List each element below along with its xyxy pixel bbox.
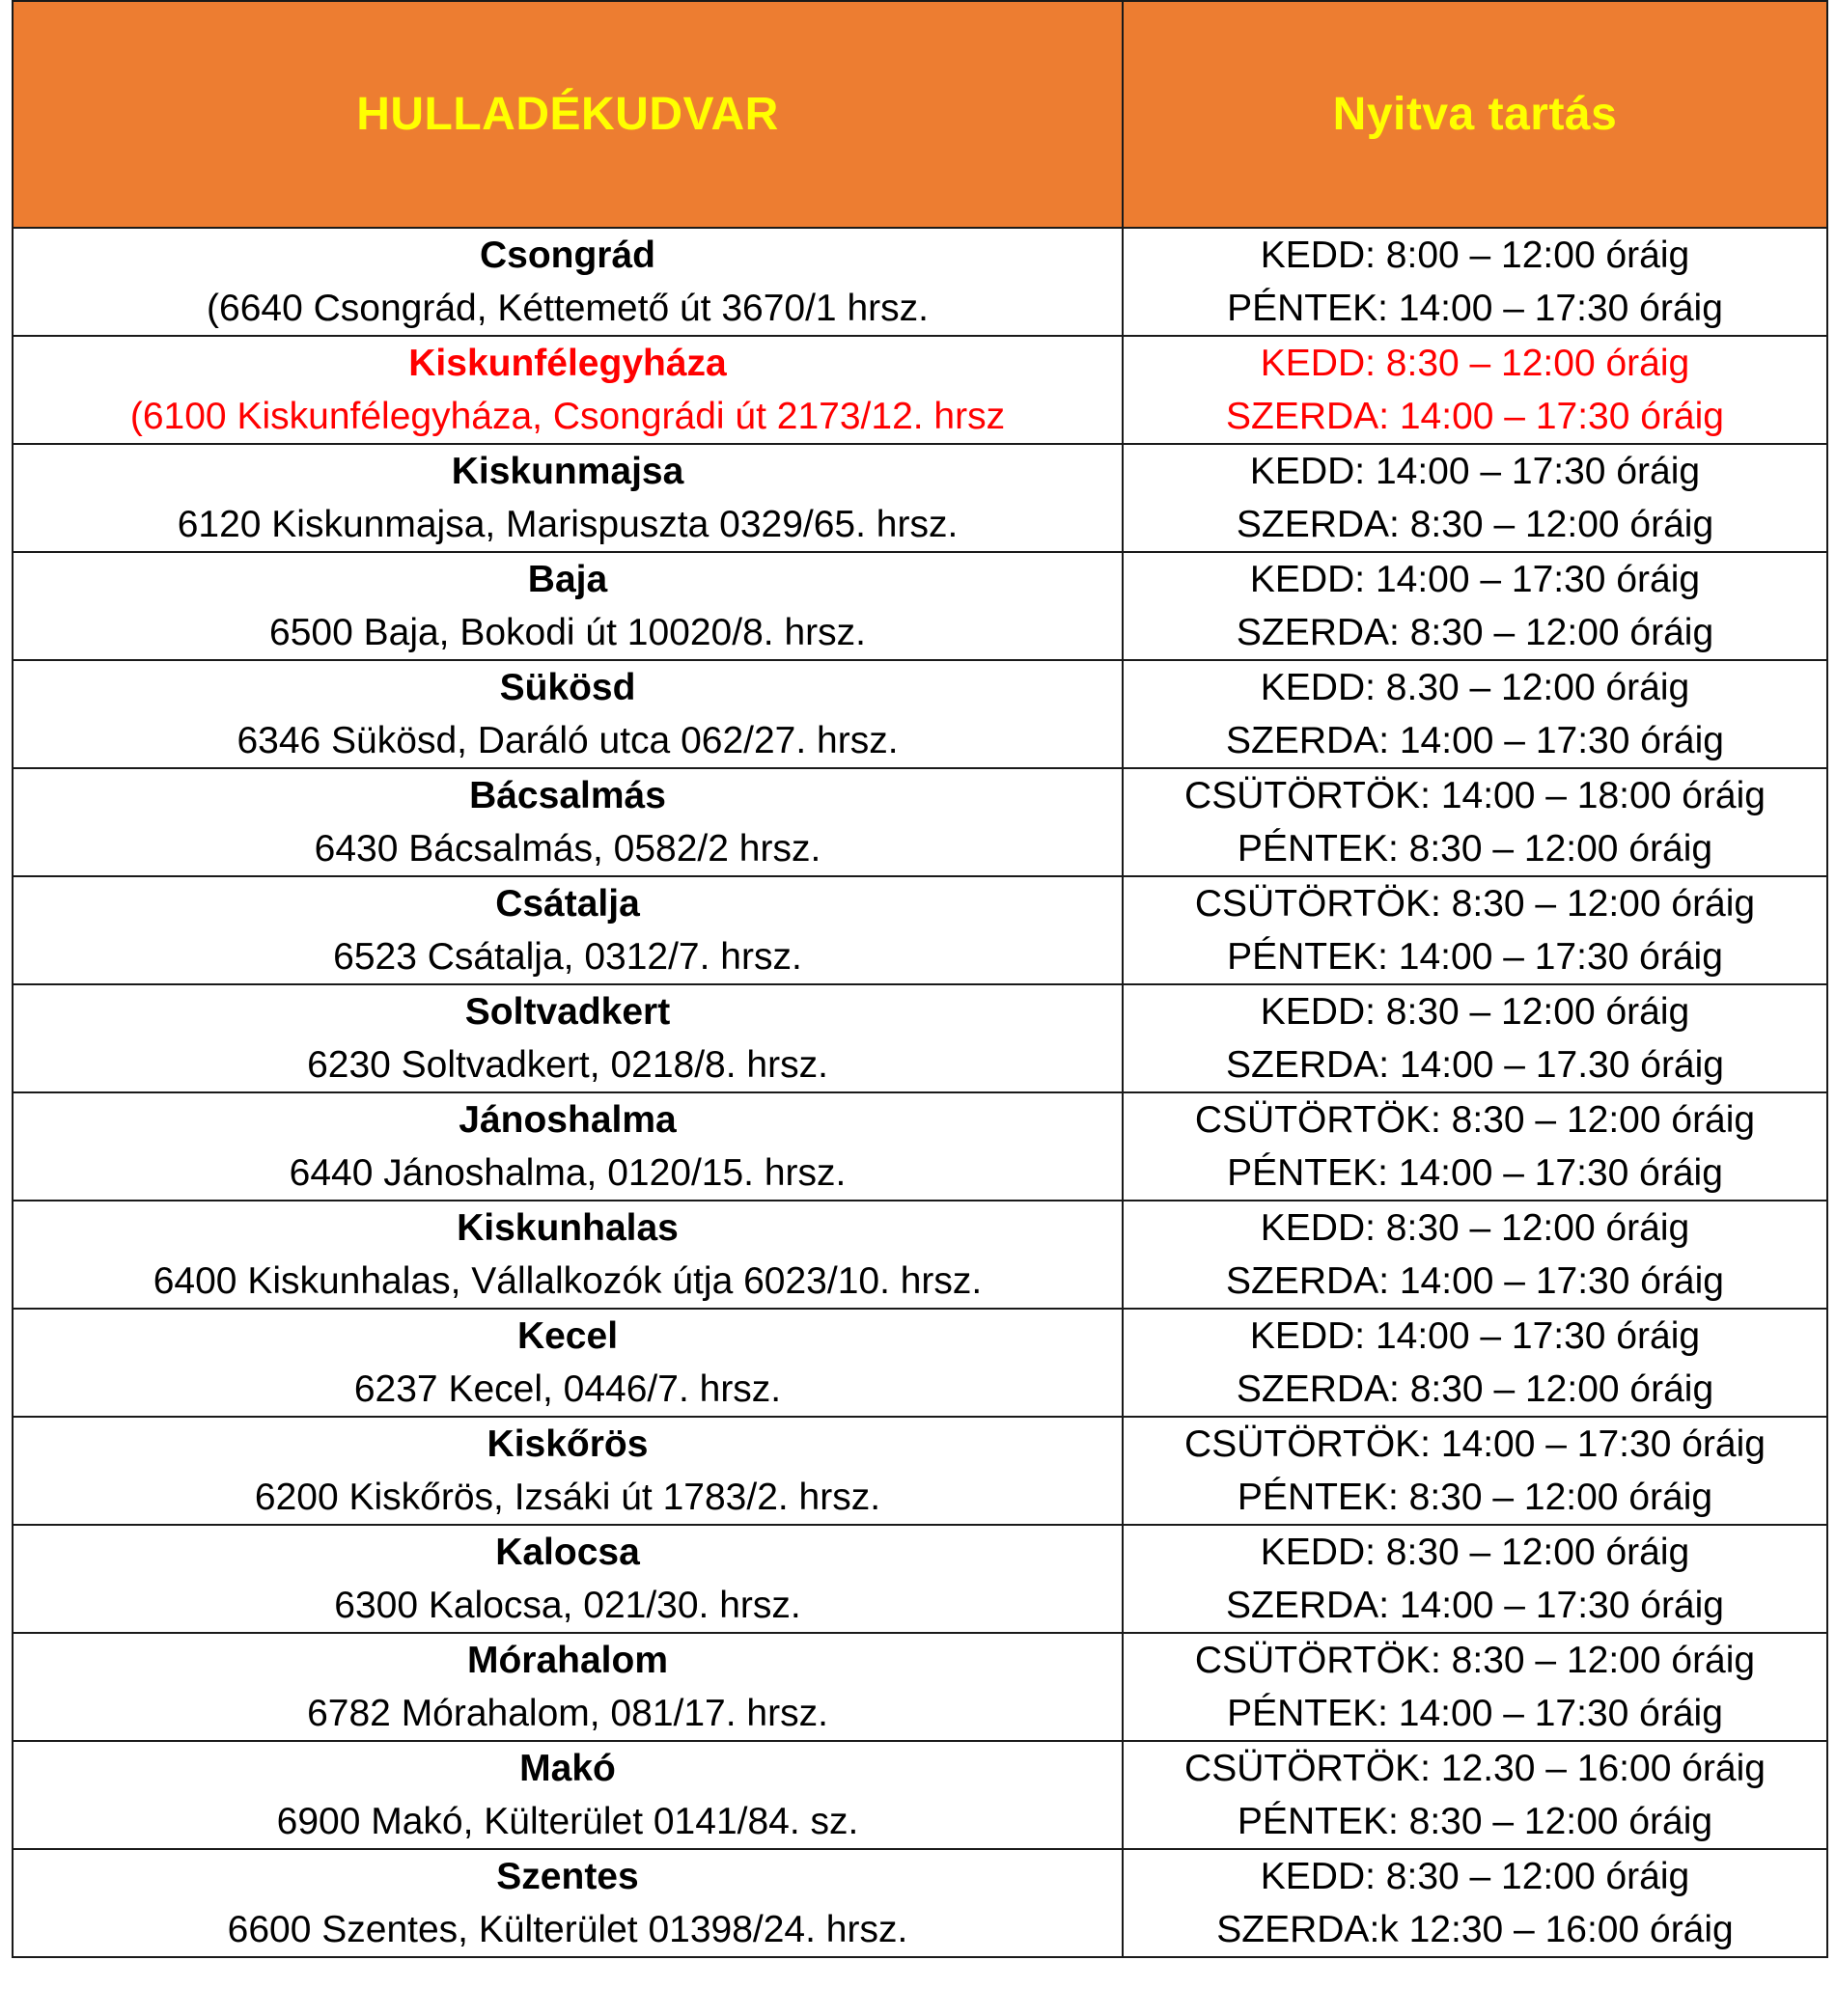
header-row: [13, 1, 1827, 228]
site-name: Baja: [527, 559, 608, 600]
hours-line-2: SZERDA: 14:00 – 17:30 óráig: [1226, 1260, 1724, 1302]
table-row: [13, 444, 1827, 552]
site-address: (6640 Csongrád, Kéttemető út 3670/1 hrsz.: [207, 288, 929, 329]
site-cell: [13, 228, 1123, 336]
table-row: [13, 228, 1827, 336]
hours-line-2: PÉNTEK: 8:30 – 12:00 óráig: [1237, 1477, 1713, 1518]
table-header: [13, 1, 1827, 228]
site-address: 6400 Kiskunhalas, Vállalkozók útja 6023/10. hrsz.: [153, 1260, 983, 1302]
site-address: 6430 Bácsalmás, 0582/2 hrsz.: [314, 828, 821, 870]
table-row: [13, 1741, 1827, 1849]
hours-cell: [1123, 984, 1827, 1092]
hours-line-1: CSÜTÖRTÖK: 8:30 – 12:00 óráig: [1194, 1099, 1756, 1141]
site-name: Kiskunmajsa: [451, 451, 684, 492]
site-name: Kecel: [516, 1315, 619, 1357]
hours-line-2: PÉNTEK: 14:00 – 17:30 óráig: [1227, 288, 1723, 329]
hours-line-1: KEDD: 8:30 – 12:00 óráig: [1260, 1207, 1690, 1249]
hours-line-1: KEDD: 8:30 – 12:00 óráig: [1260, 343, 1690, 384]
hours-line-1: KEDD: 8:30 – 12:00 óráig: [1260, 1532, 1690, 1573]
hours-line-1: KEDD: 8:30 – 12:00 óráig: [1260, 991, 1690, 1033]
site-cell: [13, 1525, 1123, 1633]
hours-cell: [1123, 1741, 1827, 1849]
site-address: 6440 Jánoshalma, 0120/15. hrsz.: [289, 1152, 847, 1194]
hours-line-2: SZERDA: 14:00 – 17:30 óráig: [1226, 720, 1724, 761]
table-row: [13, 1092, 1827, 1201]
site-cell: [13, 1309, 1123, 1417]
hours-line-2: SZERDA: 8:30 – 12:00 óráig: [1236, 504, 1714, 545]
table-row: [13, 660, 1827, 768]
hours-line-2: SZERDA: 8:30 – 12:00 óráig: [1236, 1368, 1714, 1410]
hours-line-2: SZERDA: 8:30 – 12:00 óráig: [1236, 612, 1714, 653]
site-address: 6300 Kalocsa, 021/30. hrsz.: [334, 1585, 801, 1626]
hours-cell: [1123, 1309, 1827, 1417]
column-header-hours: Nyitva tartás: [1123, 1, 1827, 228]
site-name: Kalocsa: [495, 1532, 640, 1573]
site-cell: [13, 768, 1123, 876]
hours-line-1: CSÜTÖRTÖK: 8:30 – 12:00 óráig: [1194, 883, 1756, 925]
site-name: Jánoshalma: [459, 1099, 677, 1141]
site-name: Kiskunfélegyháza: [408, 343, 727, 384]
hours-cell: [1123, 552, 1827, 660]
table-row: [13, 876, 1827, 984]
hours-cell: [1123, 768, 1827, 876]
site-address: 6523 Csátalja, 0312/7. hrsz.: [333, 936, 802, 978]
site-address: 6346 Sükösd, Daráló utca 062/27. hrsz.: [236, 720, 899, 761]
table-row: [13, 984, 1827, 1092]
site-address: 6900 Makó, Külterület 0141/84. sz.: [276, 1801, 859, 1842]
hours-cell: [1123, 1417, 1827, 1525]
site-name: Mórahalom: [466, 1640, 669, 1681]
site-name: Kiskunhalas: [457, 1207, 679, 1249]
hours-line-2: SZERDA: 14:00 – 17:30 óráig: [1226, 396, 1724, 437]
site-cell: [13, 444, 1123, 552]
hours-cell: [1123, 228, 1827, 336]
hours-line-2: SZERDA: 14:00 – 17:30 óráig: [1226, 1585, 1724, 1626]
hours-cell: [1123, 1201, 1827, 1309]
site-cell: [13, 336, 1123, 444]
site-address: 6237 Kecel, 0446/7. hrsz.: [353, 1368, 782, 1410]
site-name: Csongrád: [479, 235, 655, 276]
hours-cell: [1123, 660, 1827, 768]
hours-line-1: CSÜTÖRTÖK: 14:00 – 17:30 óráig: [1184, 1423, 1766, 1465]
hours-cell: [1123, 1633, 1827, 1741]
table-row: [13, 1417, 1827, 1525]
site-address: 6120 Kiskunmajsa, Marispuszta 0329/65. hrsz.: [177, 504, 959, 545]
site-cell: [13, 876, 1123, 984]
site-address: 6500 Baja, Bokodi út 10020/8. hrsz.: [269, 612, 866, 653]
hours-line-2: SZERDA:k 12:30 – 16:00 óráig: [1216, 1909, 1734, 1950]
site-address: 6200 Kiskőrös, Izsáki út 1783/2. hrsz.: [254, 1477, 881, 1518]
waste-yard-schedule-table: [12, 0, 1828, 1958]
site-address: 6782 Mórahalom, 081/17. hrsz.: [307, 1693, 828, 1734]
site-name: Soltvadkert: [464, 991, 671, 1033]
table-row: [13, 552, 1827, 660]
hours-line-1: CSÜTÖRTÖK: 12.30 – 16:00 óráig: [1184, 1748, 1766, 1789]
table-row: [13, 336, 1827, 444]
hours-line-1: KEDD: 14:00 – 17:30 óráig: [1249, 451, 1701, 492]
hours-line-2: SZERDA: 14:00 – 17.30 óráig: [1226, 1044, 1724, 1086]
hours-line-1: KEDD: 14:00 – 17:30 óráig: [1249, 1315, 1701, 1357]
hours-line-1: KEDD: 8:30 – 12:00 óráig: [1260, 1856, 1690, 1897]
hours-line-2: PÉNTEK: 8:30 – 12:00 óráig: [1237, 1801, 1713, 1842]
site-name: Csátalja: [495, 883, 640, 925]
site-cell: [13, 1201, 1123, 1309]
hours-line-1: CSÜTÖRTÖK: 14:00 – 18:00 óráig: [1184, 775, 1766, 816]
site-cell: [13, 1092, 1123, 1201]
site-name: Szentes: [496, 1856, 639, 1897]
table-row: [13, 1309, 1827, 1417]
site-name: Makó: [519, 1748, 616, 1789]
site-name: Bácsalmás: [469, 775, 666, 816]
hours-cell: [1123, 876, 1827, 984]
hours-line-1: KEDD: 8:00 – 12:00 óráig: [1260, 235, 1690, 276]
hours-cell: [1123, 1525, 1827, 1633]
column-header-site: HULLADÉKUDVAR: [13, 1, 1123, 228]
table-row: [13, 1849, 1827, 1957]
hours-line-2: PÉNTEK: 14:00 – 17:30 óráig: [1227, 936, 1723, 978]
hours-line-1: KEDD: 8.30 – 12:00 óráig: [1260, 667, 1690, 708]
site-cell: [13, 1633, 1123, 1741]
hours-cell: [1123, 444, 1827, 552]
table-body: [13, 228, 1827, 1957]
hours-line-2: PÉNTEK: 14:00 – 17:30 óráig: [1227, 1152, 1723, 1194]
hours-line-1: CSÜTÖRTÖK: 8:30 – 12:00 óráig: [1194, 1640, 1756, 1681]
site-address: 6230 Soltvadkert, 0218/8. hrsz.: [307, 1044, 828, 1086]
site-cell: [13, 1849, 1123, 1957]
table-row: [13, 768, 1827, 876]
site-address: (6100 Kiskunfélegyháza, Csongrádi út 2173/12. hrsz: [129, 396, 1006, 437]
hours-cell: [1123, 1092, 1827, 1201]
table-row: [13, 1633, 1827, 1741]
hours-cell: [1123, 336, 1827, 444]
site-name: Kiskőrös: [487, 1423, 649, 1465]
site-cell: [13, 1417, 1123, 1525]
hours-cell: [1123, 1849, 1827, 1957]
hours-line-1: KEDD: 14:00 – 17:30 óráig: [1249, 559, 1701, 600]
site-cell: [13, 1741, 1123, 1849]
site-cell: [13, 552, 1123, 660]
table-row: [13, 1201, 1827, 1309]
site-cell: [13, 660, 1123, 768]
site-cell: [13, 984, 1123, 1092]
table-row: [13, 1525, 1827, 1633]
hours-line-2: PÉNTEK: 14:00 – 17:30 óráig: [1227, 1693, 1723, 1734]
site-address: 6600 Szentes, Külterület 01398/24. hrsz.: [227, 1909, 908, 1950]
hours-line-2: PÉNTEK: 8:30 – 12:00 óráig: [1237, 828, 1713, 870]
site-name: Sükösd: [499, 667, 636, 708]
